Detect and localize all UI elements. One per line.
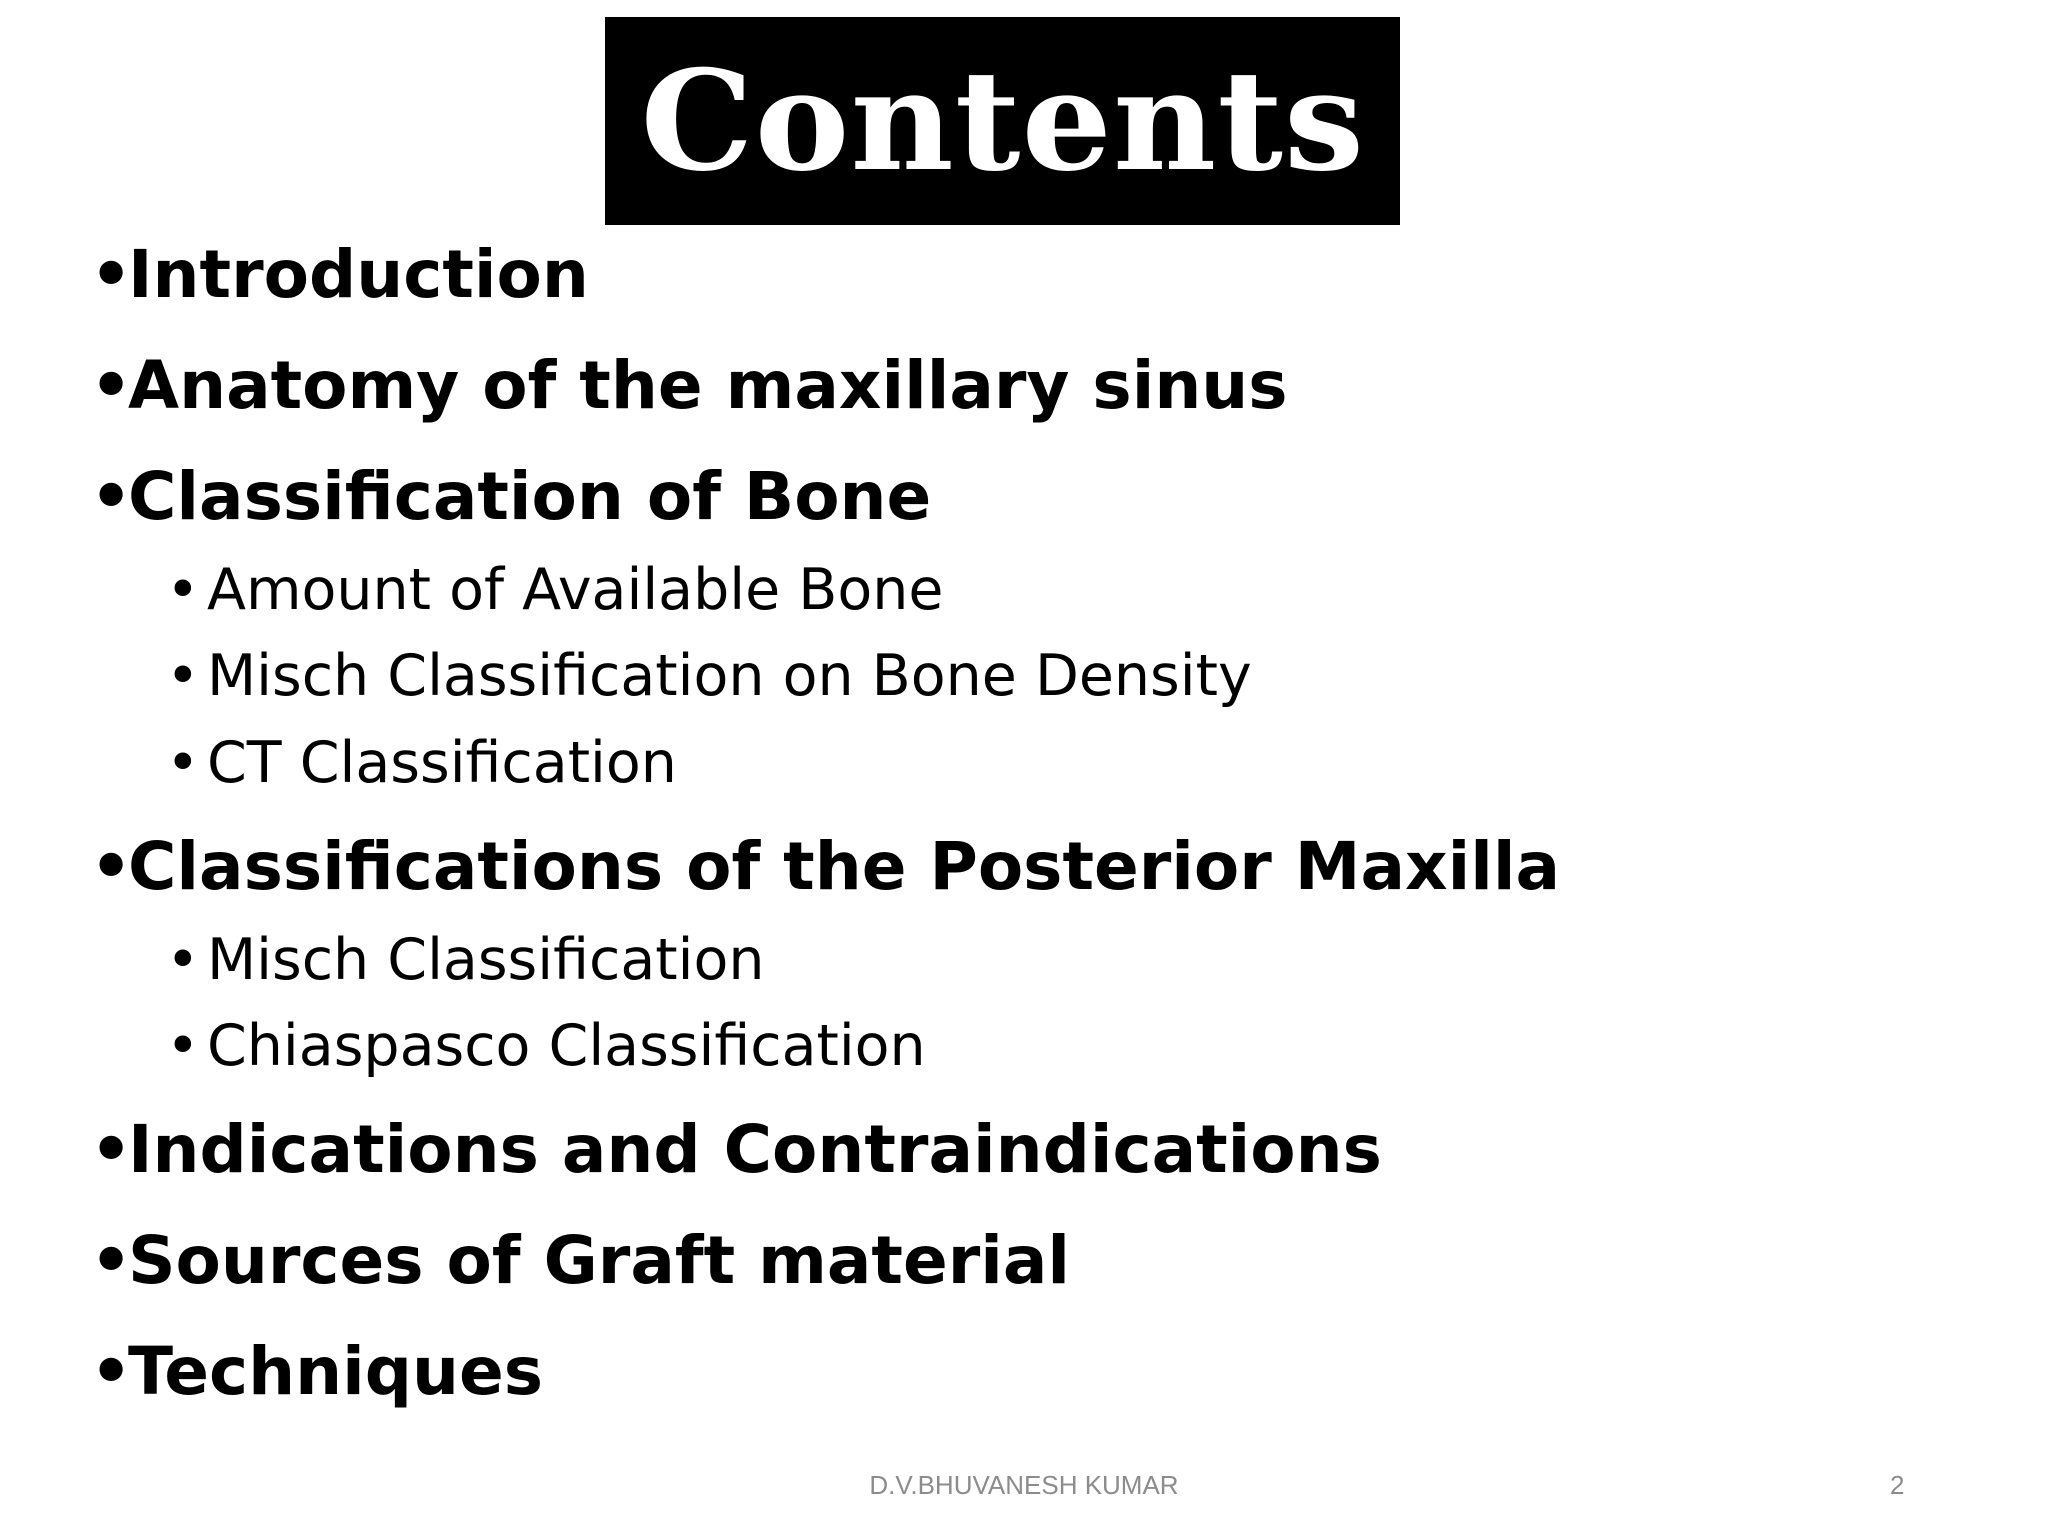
bullet-icon: • bbox=[90, 1111, 133, 1188]
bullet-icon: • bbox=[90, 1333, 133, 1410]
sub-item-text: CT Classification bbox=[207, 730, 677, 796]
sub-item-text: Amount of Available Bone bbox=[207, 557, 944, 623]
list-item-text: Indications and Contraindications bbox=[128, 1111, 1382, 1188]
list-item-text: Classification of Bone bbox=[128, 458, 932, 535]
sub-item-text: Chiaspasco Classification bbox=[207, 1013, 926, 1079]
bullet-icon: • bbox=[166, 643, 200, 709]
bullet-icon: • bbox=[166, 1013, 200, 1079]
sub-item-text: Misch Classification bbox=[207, 927, 765, 993]
bullet-icon: • bbox=[90, 458, 133, 535]
bullet-icon: • bbox=[90, 828, 133, 905]
bullet-icon: • bbox=[90, 236, 133, 313]
bullet-icon: • bbox=[166, 730, 200, 796]
list-item-text: Techniques bbox=[128, 1333, 544, 1410]
bullet-icon: • bbox=[166, 927, 200, 993]
bullet-icon: • bbox=[166, 557, 200, 623]
footer-author: D.V.BHUVANESH KUMAR bbox=[869, 1470, 1179, 1500]
list-item-text: Classifications of the Posterior Maxilla bbox=[128, 828, 1560, 905]
sub-item-text: Misch Classification on Bone Density bbox=[207, 643, 1252, 709]
list-item-text: Anatomy of the maxillary sinus bbox=[128, 347, 1288, 424]
list-item-text: Sources of Graft material bbox=[128, 1222, 1071, 1299]
bullet-icon: • bbox=[90, 347, 133, 424]
bullet-icon: • bbox=[90, 1222, 133, 1299]
page-number: 2 bbox=[1890, 1470, 1905, 1500]
title-banner bbox=[605, 17, 1400, 225]
slide-title: Contents bbox=[640, 39, 1365, 202]
list-item-text: Introduction bbox=[128, 236, 589, 313]
